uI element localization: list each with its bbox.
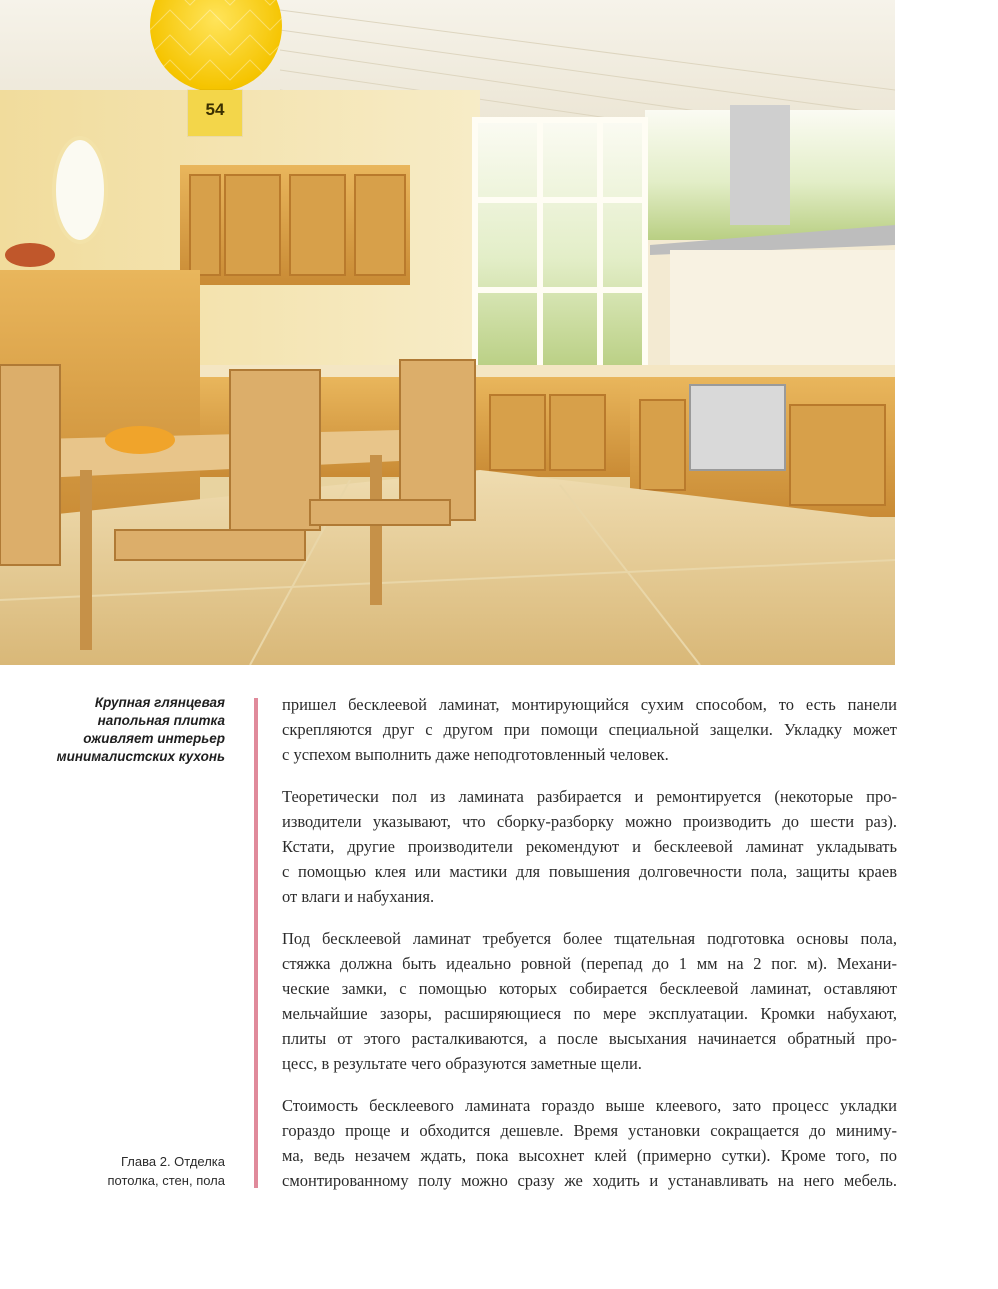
paragraph-1 [282,692,897,767]
page-number: 54 [205,100,225,119]
text-line: Под бесклеевой ламинат требуется более тщательная подготовка основы пола, [282,929,897,948]
text-line: с помощью клея или мастики для повышения долговечности пола, защиты краев [282,862,897,881]
text-line: пришел бесклеевой ламинат, монтирующийся сухим способом, то есть панели [282,695,897,714]
text-line: Кстати, другие производители рекомендуют и бесклеевой ламинат укладывать [282,837,897,856]
chapter-line: потолка, стен, пола [107,1173,225,1188]
caption-line: Крупная глянцевая [94,695,225,710]
page-badge-circle [150,0,282,92]
kitchen-illustration [0,0,895,665]
chapter-label [60,1152,225,1190]
text-line: цесс, в результате чего образуются заметные щели. [282,1054,642,1073]
caption-line: оживляет интерьер [83,731,225,746]
photo-caption [40,694,225,766]
text-line: плиты от этого расталкиваются, а после высыхания начинается обратный про- [282,1029,897,1048]
text-line: скрепляются друг с другом при помощи специальной защелки. Укладку может [282,720,897,739]
text-line: смонтированному полу можно сразу же ходить и устанавливать на него мебель. [282,1171,897,1190]
text-line: изводители указывают, что сборку-разборку можно производить до шести раз). [282,812,897,831]
chapter-line: Глава 2. Отделка [121,1154,225,1169]
text-line: мельчайшие зазоры, расширяющиеся по мере эксплуатации. Кромки набухают, [282,1004,897,1023]
text-line: с успехом выполнить даже неподготовленный человек. [282,745,669,764]
paragraph-2 [282,784,897,909]
text-line: стяжка должна быть идеально ровной (перепад до 1 мм на 2 пог. м). Механи- [282,954,897,973]
text-line: от влаги и набухания. [282,887,435,906]
kitchen-photo [0,0,895,665]
text-line: Теоретически пол из ламината разбирается и ремонтируется (некоторые про- [282,787,897,806]
caption-line: напольная плитка [97,713,225,728]
text-line: ма, ведь незачем ждать, пока высохнет клей (примерно сутки). Кроме того, по [282,1146,897,1165]
text-line: ческие замки, с помощью которых собирается бесклеевой ламинат, оставляют [282,979,897,998]
diamond-pattern-icon [150,0,282,92]
text-line: Стоимость бесклеевого ламината гораздо выше клеевого, зато процесс укладки [282,1096,897,1115]
paragraph-3 [282,926,897,1076]
body-text [282,692,897,1210]
text-line: гораздо проще и обходится дешевле. Время установки сокращается до миниму- [282,1121,897,1140]
paragraph-4 [282,1093,897,1193]
accent-divider [254,698,258,1188]
caption-line: минималистских кухонь [56,749,225,764]
